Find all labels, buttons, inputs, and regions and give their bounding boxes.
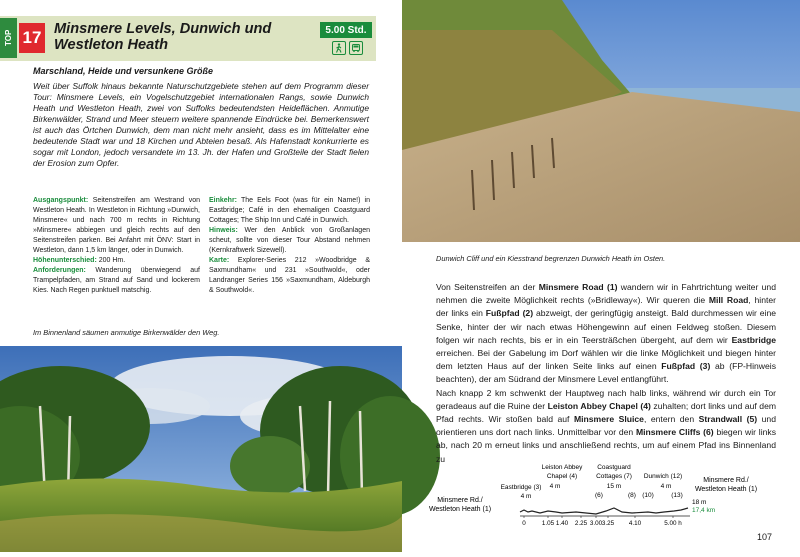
page-number: 107	[757, 532, 773, 542]
bus-icon	[349, 41, 363, 55]
elevation-profile	[428, 462, 776, 534]
route-paragraph-1: Von Seitenstreifen an der Minsmere Road (1) wandern wir in Fahrtrichtung weiter und nehmen die zweite Möglichkeit rechts (»Bridleway«). Wir queren die Mill Road, hinter der links ein Fußpfad (2) abzweigt, der geringfügig ansteigt. Bald durchmessen wir eine Senke, hinter der wir nach etwas Höhengewinn auf einen Feldweg stoßen. Diesem folgen wir nach rechts, bis er in ein Teersträßchen übergeht, auf dem wir Eastbridge erreichen. Bei der Gabelung im Dorf wählen wir die linke Möglichkeit und biegen hinter dem letzten Haus auf der linken Seite links auf einen Fußpfad (3) ab (FP-Hinweis beachten), der am Südrand der Minsmere Level entlangführt.	[436, 282, 777, 385]
requirements-text: Wanderung überwiegend auf Trampelpfaden, am Strand auf Sand und lockerem Kies. Nach Regen punktuell matschig.	[33, 267, 200, 294]
profile-time-tick: 3.25	[601, 520, 615, 527]
profile-time-ticks	[522, 516, 682, 527]
profile-end-label: Minsmere Rd./	[703, 477, 749, 484]
svg-text:Westleton Heath (1): Westleton Heath (1)	[428, 506, 492, 513]
profile-wp13: (13)	[671, 492, 683, 499]
requirements-label: Anforderungen:	[33, 267, 86, 274]
intro-subtitle: Marschland, Heide und versunkene Größe	[33, 66, 214, 76]
svg-text:4 m: 4 m	[549, 483, 561, 490]
elevation-text: 200 Hm.	[98, 257, 126, 264]
svg-text:Westleton Heath (1): Westleton Heath (1)	[694, 486, 758, 493]
svg-text:Chapel (4): Chapel (4)	[546, 473, 578, 480]
svg-text:4 m: 4 m	[660, 483, 672, 490]
svg-text:15 m: 15 m	[606, 483, 622, 490]
info-column-right	[209, 196, 370, 296]
profile-time-tick: 1.05	[541, 520, 555, 527]
photo-caption-heath: Im Binnenland säumen anmutige Birkenwälder den Weg.	[33, 328, 220, 337]
profile-eastbridge: Eastbridge (3)	[500, 484, 542, 491]
refreshment-text: The Eels Foot (was für ein Name!) in Eastbridge; Café in den ehemaligen Coastguard Cottages; The Ship Inn und Café in Dunwich.	[209, 197, 370, 224]
profile-end-height: 18 m	[692, 499, 707, 506]
tour-number: 17	[19, 23, 45, 53]
profile-start-label: Minsmere Rd./	[437, 497, 483, 504]
profile-time-tick: 2.25	[574, 520, 588, 527]
profile-cottages: Coastguard	[597, 464, 631, 471]
svg-text:Cottages (7): Cottages (7)	[596, 473, 632, 480]
profile-time-tick: 5.00 h	[664, 520, 682, 527]
info-column-left	[33, 196, 200, 296]
profile-wp10: (10)	[642, 492, 654, 499]
profile-dunwich: Dunwich (12)	[643, 473, 683, 480]
map-text: Explorer-Series 212 »Woodbridge & Saxmundham« und 231 »Southwold«, oder Landranger Series 156 »Saxmundham, Aldeburgh & Southwold«.	[209, 257, 370, 294]
profile-end-distance: 17,4 km	[692, 507, 716, 514]
note-text: Wer den Anblick von Großanlagen scheut, sollte von dieser Tour Abstand nehmen (Kernkraftwerk Sizewell).	[209, 227, 370, 254]
profile-wp8: (8)	[628, 492, 636, 499]
birch-heath-photo	[0, 346, 402, 552]
svg-text:4 m: 4 m	[520, 493, 532, 500]
route-description	[436, 281, 776, 466]
tour-title: Minsmere Levels, Dunwich und Westleton Heath	[54, 21, 272, 53]
refreshment-label: Einkehr:	[209, 197, 238, 204]
top-badge: TOP	[0, 18, 17, 58]
hiking-icon	[332, 41, 346, 55]
dunwich-cliff-photo	[402, 0, 800, 242]
photo-caption-cliff: Dunwich Cliff und ein Kiesstrand begrenzen Dunwich Heath im Osten.	[436, 254, 666, 263]
map-label: Karte:	[209, 257, 230, 264]
profile-time-tick: 3.00	[589, 520, 603, 527]
start-text: Seitenstreifen am Westrand von Westleton Heath. In Westleton in Richtung »Dunwich, Minsmere« und nach 700 m rechts in Richtung »Minsmere« abbiegen und gleich rechts auf den Seitenstreifen parken. Bei Anfahrt mit ÖNV: Start in Westleton, dann 1,5 km länger, oder in Dunwich.	[33, 197, 200, 254]
note-label: Hinweis:	[209, 227, 238, 234]
profile-time-tick: 0	[522, 520, 526, 527]
profile-time-tick: 1.40	[555, 520, 569, 527]
elevation-label: Höhenunterschied:	[33, 257, 97, 264]
start-label: Ausgangspunkt:	[33, 197, 89, 204]
route-paragraph-2: Nach knapp 2 km schwenkt der Hauptweg nach halb links, während wir durch ein Tor geradeaus auf die Ruine der Leiston Abbey Chapel (4) zuhalten; dort links und auf dem Pfad rechts. Wir stoßen bald auf Minsmere Sluice, entern den Strandwall (5) und orientieren uns dort nach links. Unmittelbar vor den Minsmere Cliffs (6) biegen wir links ab, nach 20 m erneut links und anschließend rechts, um auf einem Pfad ins Binnenland zu	[436, 387, 777, 464]
intro-text: Weit über Suffolk hinaus bekannte Naturschutzgebiete stehen auf dem Programm dieser Tour: Minsmere Levels, ein Vogelschutzgebiet internationalen Rangs, sowie Dunwich Heath und Westleton Heath, zwei von Suffolks bedeutendsten Heideflächen. Anmutige Birkenwälder, Strand und Meer steuern weitere spannende Eindrücke bei. Bemerkenswert ist auch das Örtchen Dunwich, dem man nicht mehr ansieht, dass es im Mittelalter eine bedeutende Stadt war und 18 Kirchen und Abteien besaß. Als Hafenstadt konkurrierte es sogar mit London, jedoch versandete im 13. Jh. der Hafen und Großteile der Stadt fielen der Erosion zum Opfer.	[33, 81, 369, 169]
profile-time-tick: 4.10	[628, 520, 642, 527]
duration-badge: 5.00 Std.	[320, 22, 372, 38]
profile-abbey: Leiston Abbey	[541, 464, 583, 471]
profile-wp6: (6)	[595, 492, 603, 499]
